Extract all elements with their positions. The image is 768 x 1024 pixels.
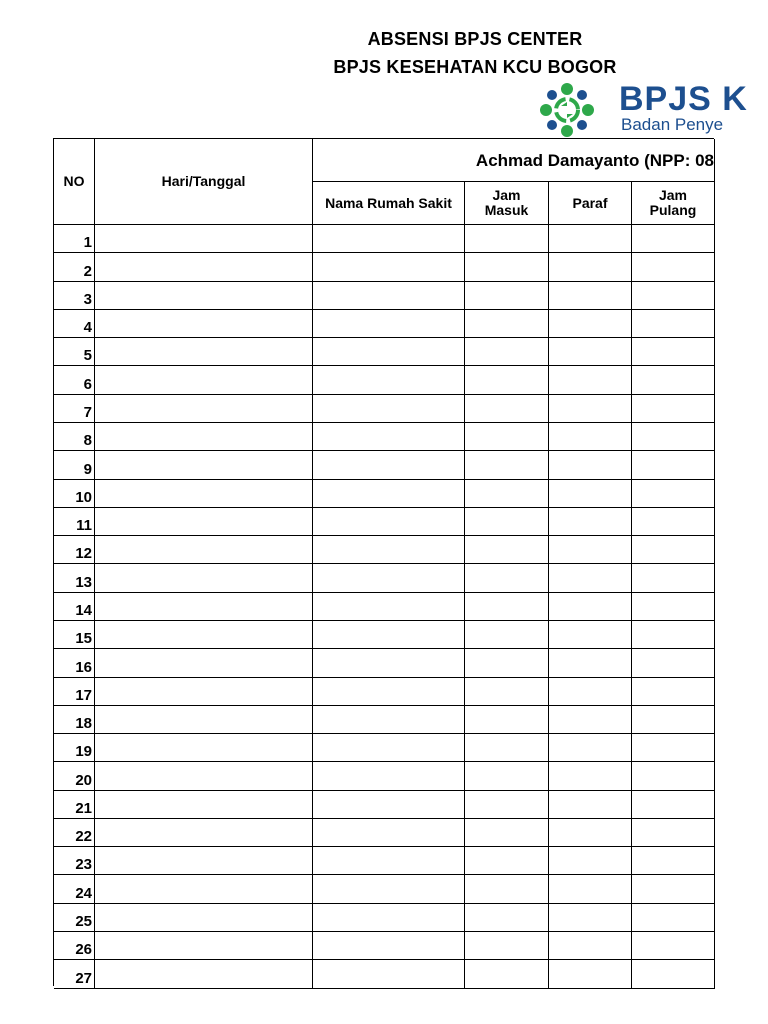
- signature-cell[interactable]: [549, 678, 632, 706]
- row-number: 27: [54, 960, 95, 988]
- time-out-cell[interactable]: [632, 875, 715, 903]
- row-number: 26: [54, 932, 95, 960]
- time-in-cell[interactable]: [465, 536, 549, 564]
- hospital-cell[interactable]: [313, 366, 465, 394]
- day-cell[interactable]: [95, 395, 313, 423]
- column-header-time-in: Jam Masuk: [465, 182, 549, 225]
- attendance-table: [53, 138, 714, 986]
- signature-cell[interactable]: [549, 734, 632, 762]
- time-out-cell[interactable]: [632, 762, 715, 790]
- signature-cell[interactable]: [549, 282, 632, 310]
- time-in-cell[interactable]: [465, 395, 549, 423]
- hospital-cell[interactable]: [313, 678, 465, 706]
- hospital-cell[interactable]: [313, 451, 465, 479]
- day-cell[interactable]: [95, 875, 313, 903]
- time-out-cell[interactable]: [632, 734, 715, 762]
- day-cell[interactable]: [95, 282, 313, 310]
- day-cell[interactable]: [95, 310, 313, 338]
- column-header-signature: Paraf: [549, 182, 632, 225]
- row-number: 3: [54, 282, 95, 310]
- day-cell[interactable]: [95, 480, 313, 508]
- time-out-cell[interactable]: [632, 932, 715, 960]
- day-cell[interactable]: [95, 678, 313, 706]
- day-cell[interactable]: [95, 536, 313, 564]
- hospital-cell[interactable]: [313, 819, 465, 847]
- time-in-cell[interactable]: [465, 451, 549, 479]
- signature-cell[interactable]: [549, 451, 632, 479]
- hospital-cell[interactable]: [313, 875, 465, 903]
- hospital-cell[interactable]: [313, 649, 465, 677]
- signature-cell[interactable]: [549, 338, 632, 366]
- hospital-cell[interactable]: [313, 904, 465, 932]
- time-out-cell[interactable]: [632, 508, 715, 536]
- time-out-cell[interactable]: [632, 536, 715, 564]
- time-in-cell[interactable]: [465, 960, 549, 988]
- hospital-cell[interactable]: [313, 762, 465, 790]
- hospital-cell[interactable]: [313, 734, 465, 762]
- signature-cell[interactable]: [549, 564, 632, 592]
- time-in-cell[interactable]: [465, 762, 549, 790]
- time-in-cell[interactable]: [465, 310, 549, 338]
- day-cell[interactable]: [95, 932, 313, 960]
- signature-cell[interactable]: [549, 395, 632, 423]
- signature-cell[interactable]: [549, 960, 632, 988]
- time-in-cell[interactable]: [465, 621, 549, 649]
- row-number: 5: [54, 338, 95, 366]
- row-number: 25: [54, 904, 95, 932]
- time-in-cell[interactable]: [465, 338, 549, 366]
- row-number: 20: [54, 762, 95, 790]
- row-number: 21: [54, 791, 95, 819]
- row-number: 16: [54, 649, 95, 677]
- time-out-cell[interactable]: [632, 451, 715, 479]
- time-out-cell[interactable]: [632, 564, 715, 592]
- day-cell[interactable]: [95, 960, 313, 988]
- time-out-cell[interactable]: [632, 621, 715, 649]
- signature-cell[interactable]: [549, 508, 632, 536]
- hospital-cell[interactable]: [313, 536, 465, 564]
- time-in-cell[interactable]: [465, 253, 549, 281]
- time-out-cell[interactable]: [632, 904, 715, 932]
- row-number: 14: [54, 593, 95, 621]
- row-number: 13: [54, 564, 95, 592]
- time-out-cell[interactable]: [632, 253, 715, 281]
- time-out-cell[interactable]: [632, 678, 715, 706]
- row-number: 24: [54, 875, 95, 903]
- time-in-cell[interactable]: [465, 282, 549, 310]
- day-cell[interactable]: [95, 706, 313, 734]
- hospital-cell[interactable]: [313, 338, 465, 366]
- hospital-cell[interactable]: [313, 960, 465, 988]
- time-out-cell[interactable]: [632, 649, 715, 677]
- signature-cell[interactable]: [549, 649, 632, 677]
- time-in-cell[interactable]: [465, 678, 549, 706]
- signature-cell[interactable]: [549, 847, 632, 875]
- time-out-cell[interactable]: [632, 480, 715, 508]
- hospital-cell[interactable]: [313, 593, 465, 621]
- hospital-cell[interactable]: [313, 225, 465, 253]
- day-cell[interactable]: [95, 734, 313, 762]
- signature-cell[interactable]: [549, 366, 632, 394]
- signature-cell[interactable]: [549, 536, 632, 564]
- time-in-cell[interactable]: [465, 734, 549, 762]
- time-in-cell[interactable]: [465, 564, 549, 592]
- hospital-cell[interactable]: [313, 621, 465, 649]
- bpjs-logo: [539, 82, 768, 138]
- day-cell[interactable]: [95, 225, 313, 253]
- column-header-time-out: Jam Pulang: [632, 182, 715, 225]
- document-title: ABSENSI BPJS CENTER: [367, 29, 583, 49]
- row-number: 19: [54, 734, 95, 762]
- day-cell[interactable]: [95, 904, 313, 932]
- day-cell[interactable]: [95, 791, 313, 819]
- row-number: 6: [54, 366, 95, 394]
- row-number: 18: [54, 706, 95, 734]
- day-cell[interactable]: [95, 847, 313, 875]
- hospital-cell[interactable]: [313, 847, 465, 875]
- hospital-cell[interactable]: [313, 508, 465, 536]
- hospital-cell[interactable]: [313, 253, 465, 281]
- bpjs-emblem-icon: [539, 82, 595, 138]
- hospital-cell[interactable]: [313, 791, 465, 819]
- logo-subtitle-text: Badan Penye: [621, 115, 724, 134]
- column-header-day: Hari/Tanggal: [95, 139, 313, 225]
- column-header-no: NO: [54, 139, 95, 225]
- time-out-cell[interactable]: [632, 819, 715, 847]
- time-in-cell[interactable]: [465, 904, 549, 932]
- row-number: 7: [54, 395, 95, 423]
- signature-cell[interactable]: [549, 310, 632, 338]
- hospital-cell[interactable]: [313, 706, 465, 734]
- signature-cell[interactable]: [549, 621, 632, 649]
- day-cell[interactable]: [95, 564, 313, 592]
- day-cell[interactable]: [95, 366, 313, 394]
- logo-brand-text: BPJS K: [619, 82, 748, 118]
- time-out-cell[interactable]: [632, 593, 715, 621]
- signature-cell[interactable]: [549, 225, 632, 253]
- employee-name: Achmad Damayanto (NPP: 08: [475, 150, 714, 170]
- column-header-hospital: Nama Rumah Sakit: [313, 182, 465, 225]
- signature-cell[interactable]: [549, 932, 632, 960]
- time-in-cell[interactable]: [465, 847, 549, 875]
- time-out-cell[interactable]: [632, 282, 715, 310]
- time-out-cell[interactable]: [632, 225, 715, 253]
- time-out-cell[interactable]: [632, 423, 715, 451]
- time-out-cell[interactable]: [632, 706, 715, 734]
- time-in-cell[interactable]: [465, 225, 549, 253]
- signature-cell[interactable]: [549, 819, 632, 847]
- signature-cell[interactable]: [549, 791, 632, 819]
- row-number: 12: [54, 536, 95, 564]
- row-number: 11: [54, 508, 95, 536]
- row-number: 9: [54, 451, 95, 479]
- hospital-cell[interactable]: [313, 932, 465, 960]
- signature-cell[interactable]: [549, 593, 632, 621]
- time-in-cell[interactable]: [465, 819, 549, 847]
- hospital-cell[interactable]: [313, 282, 465, 310]
- hospital-cell[interactable]: [313, 310, 465, 338]
- time-out-cell[interactable]: [632, 791, 715, 819]
- signature-cell[interactable]: [549, 706, 632, 734]
- day-cell[interactable]: [95, 253, 313, 281]
- hospital-cell[interactable]: [313, 423, 465, 451]
- time-in-cell[interactable]: [465, 593, 549, 621]
- day-cell[interactable]: [95, 508, 313, 536]
- signature-cell[interactable]: [549, 762, 632, 790]
- day-cell[interactable]: [95, 593, 313, 621]
- row-number: 15: [54, 621, 95, 649]
- day-cell[interactable]: [95, 762, 313, 790]
- signature-cell[interactable]: [549, 423, 632, 451]
- row-number: 17: [54, 678, 95, 706]
- employee-header: [313, 139, 715, 182]
- row-number: 23: [54, 847, 95, 875]
- row-number: 2: [54, 253, 95, 281]
- hospital-cell[interactable]: [313, 480, 465, 508]
- row-number: 8: [54, 423, 95, 451]
- day-cell[interactable]: [95, 423, 313, 451]
- time-in-cell[interactable]: [465, 875, 549, 903]
- time-in-cell[interactable]: [465, 366, 549, 394]
- day-cell[interactable]: [95, 819, 313, 847]
- day-cell[interactable]: [95, 338, 313, 366]
- time-in-cell[interactable]: [465, 423, 549, 451]
- row-number: 1: [54, 225, 95, 253]
- time-out-cell[interactable]: [632, 338, 715, 366]
- time-out-cell[interactable]: [632, 960, 715, 988]
- day-cell[interactable]: [95, 649, 313, 677]
- time-in-cell[interactable]: [465, 649, 549, 677]
- time-in-cell[interactable]: [465, 932, 549, 960]
- row-number: 10: [54, 480, 95, 508]
- row-number: 22: [54, 819, 95, 847]
- hospital-cell[interactable]: [313, 395, 465, 423]
- row-number: 4: [54, 310, 95, 338]
- hospital-cell[interactable]: [313, 564, 465, 592]
- time-in-cell[interactable]: [465, 791, 549, 819]
- time-in-cell[interactable]: [465, 508, 549, 536]
- signature-cell[interactable]: [549, 480, 632, 508]
- time-in-cell[interactable]: [465, 706, 549, 734]
- time-out-cell[interactable]: [632, 366, 715, 394]
- time-in-cell[interactable]: [465, 480, 549, 508]
- time-out-cell[interactable]: [632, 310, 715, 338]
- signature-cell[interactable]: [549, 904, 632, 932]
- document-subtitle: BPJS KESEHATAN KCU BOGOR: [333, 57, 617, 77]
- signature-cell[interactable]: [549, 875, 632, 903]
- day-cell[interactable]: [95, 451, 313, 479]
- day-cell[interactable]: [95, 621, 313, 649]
- signature-cell[interactable]: [549, 253, 632, 281]
- time-out-cell[interactable]: [632, 395, 715, 423]
- time-out-cell[interactable]: [632, 847, 715, 875]
